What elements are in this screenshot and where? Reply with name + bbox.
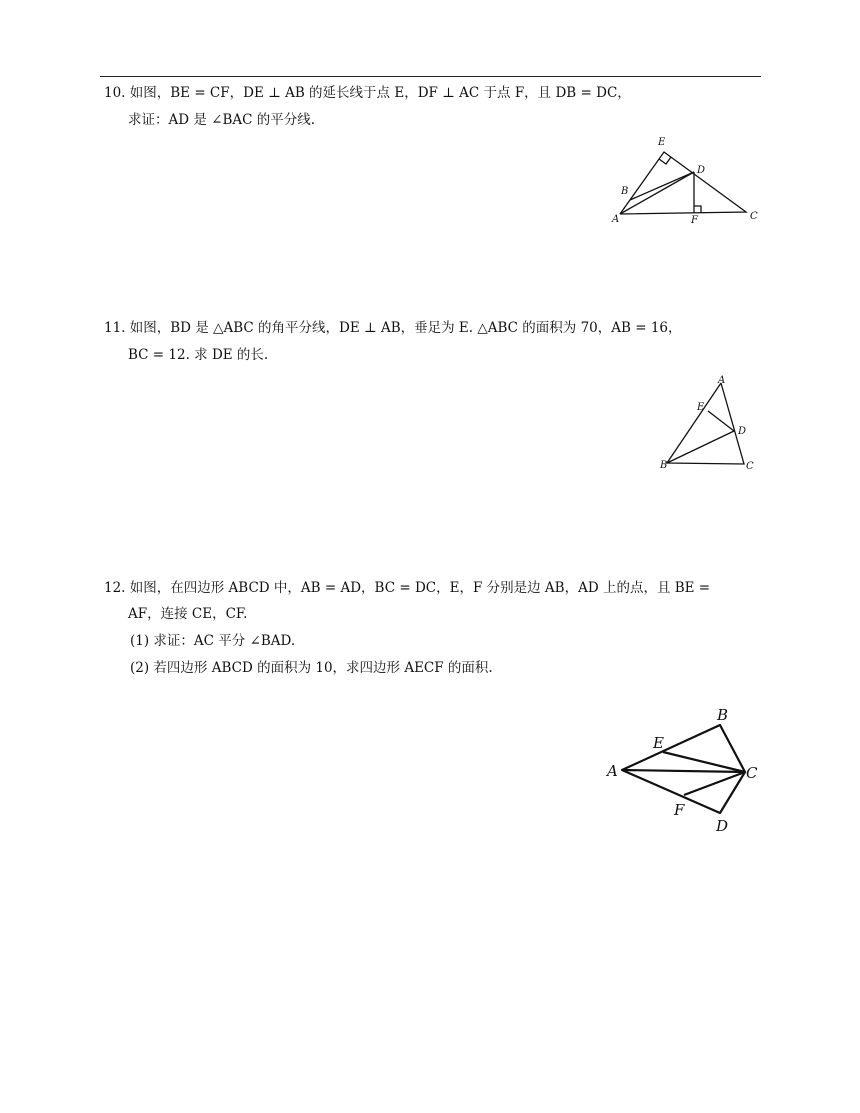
label-a: A <box>718 375 726 386</box>
label-a: A <box>612 214 620 225</box>
right-angle-mark-e <box>659 157 671 164</box>
label-d: D <box>716 817 729 835</box>
segment-ac <box>622 770 745 772</box>
label-d: D <box>738 426 747 437</box>
problem-11-line-2: BC = 12. 求 DE 的长. <box>128 347 269 363</box>
label-f: F <box>674 801 685 819</box>
label-c: C <box>750 211 758 222</box>
label-b: B <box>621 186 629 197</box>
problem-11-line-1: 11. 如图，BD 是 △ABC 的角平分线，DE ⊥ AB，垂足为 E. △ABC 的面积为 70，AB = 16， <box>104 320 682 336</box>
problem-10-line-1: 10. 如图，BE = CF，DE ⊥ AB 的延长线于点 E，DF ⊥ AC 于点 F，且 DB = DC， <box>104 85 631 101</box>
label-c: C <box>746 461 754 472</box>
label-b: B <box>717 706 729 724</box>
label-d: D <box>697 165 706 176</box>
problem-12-line-2: AF，连接 CE，CF. <box>128 606 248 622</box>
problem-11-figure <box>655 372 765 477</box>
problem-10-line-2: 求证：AD 是 ∠BAC 的平分线. <box>128 112 316 128</box>
problem-12-part-1: (1) 求证：AC 平分 ∠BAD. <box>130 633 296 649</box>
label-f: F <box>691 215 698 226</box>
segment-cf <box>684 772 745 795</box>
segment-ad <box>620 172 694 214</box>
right-angle-mark-f <box>694 206 701 213</box>
problem-10-figure <box>605 130 765 230</box>
segment-ce <box>663 752 745 772</box>
problem-12-line-1: 12. 如图，在四边形 ABCD 中，AB = AD，BC = DC，E，F 分别是边 AB，AD 上的点，且 BE = <box>104 580 711 596</box>
label-e: E <box>658 137 666 148</box>
quadrilateral-abcd <box>622 725 745 813</box>
problem-12-part-2: (2) 若四边形 ABCD 的面积为 10，求四边形 AECF 的面积. <box>130 660 493 676</box>
label-e: E <box>653 734 664 752</box>
problem-12-figure <box>598 700 768 840</box>
label-e: E <box>697 402 705 413</box>
header-rule <box>100 76 761 77</box>
label-c: C <box>746 764 758 782</box>
label-b: B <box>660 460 668 471</box>
triangle-abc <box>667 383 747 464</box>
triangle-aec <box>620 152 746 214</box>
label-a: A <box>607 762 618 780</box>
